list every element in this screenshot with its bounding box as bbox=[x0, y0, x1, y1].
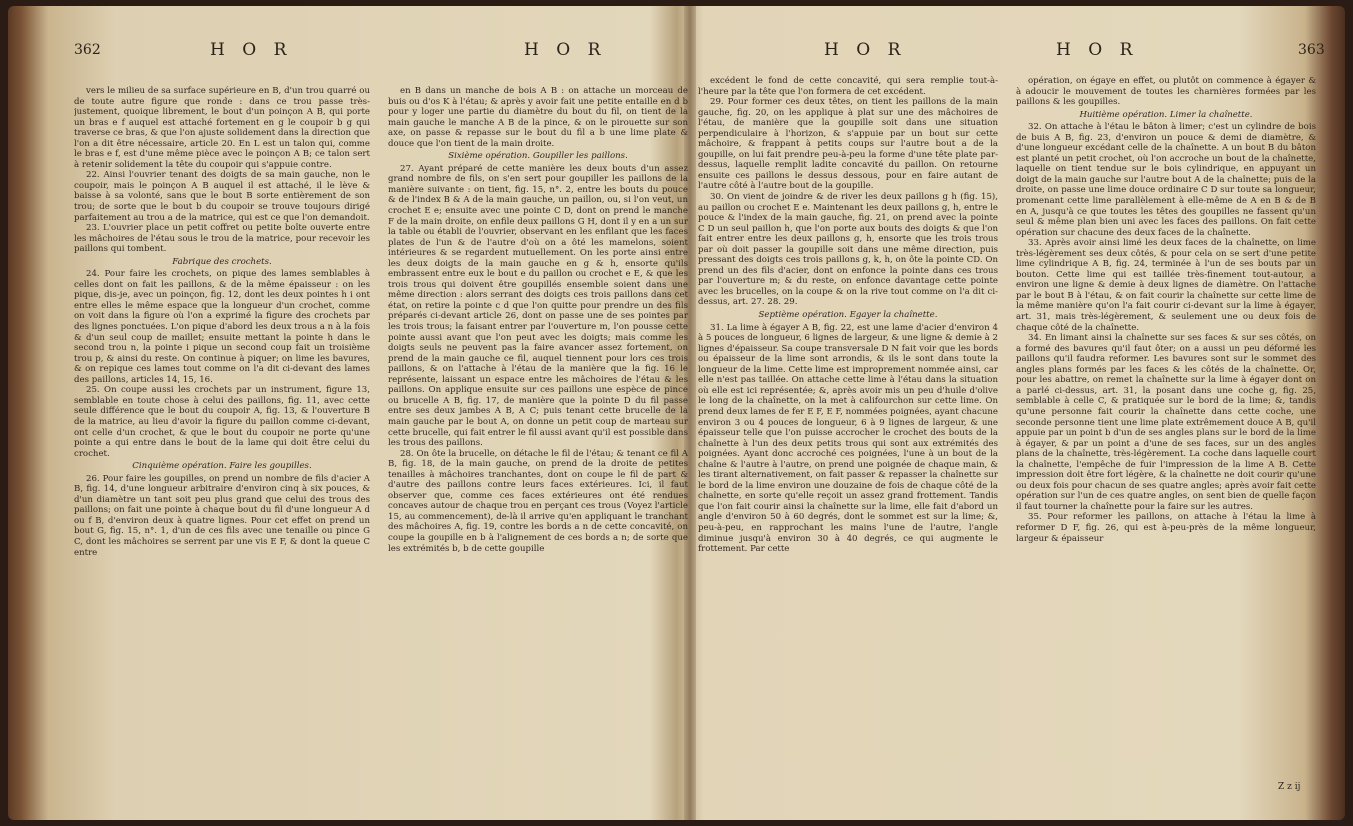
paragraph: 30. On vient de joindre & de river les deux paillons g h (fig. 15), au paillon ou crochet E e. Maintenant les deux paillons g, h, entre le pouce & l'index de la main gauche, fig. 21, on prend avec la pointe C D un seul paillon h, que l'on porte aux bouts des doigts & que l'on fait entrer entre les deux paillons g, h, ensorte que les trois trous par où doit passer la goupille soit dans une même direction, puis pressant des doigts ces trois paillons g, k, h, on ôte la pointe CD. On prend un des fils d'acier, dont on enfonce la pointe dans ces trous par l'ouverture m; & du reste, on enfonce davantage cette pointe avec les brucelles, on la coupe & on la rive tout comme on l'a dit ci-dessus, art. 27. 28. 29. bbox=[698, 192, 998, 308]
paragraph: opération, on égaye en effet, ou plutôt on commence à égayer & à adoucir le mouvement de toutes les charnières formées par les paillons & les goupilles. bbox=[1016, 76, 1316, 108]
paragraph: 25. On coupe aussi les crochets par un instrument, figure 13, semblable en toute chose à celui des paillons, fig. 11, avec cette seule différence que le bout du coupoir A, fig. 13, & l'ouverture B de la matrice, au lieu d'avoir la figure du paillon comme ci-devant, ont celle d'un crochet, & que le bout du coupoir ne porte qu'une pointe a qui entre dans le bout de la lame qui doit être celui du crochet. bbox=[74, 385, 370, 459]
paragraph: 26. Pour faire les goupilles, on prend un nombre de fils d'acier A B, fig. 14, d'une longueur arbitraire d'environ cinq à six pouces, & d'un diamètre un tant soit peu plus grand que celui des trous des paillons; on fait une pointe à chaque bout du fil d'une longueur A d ou f B, d'environ deux à quatre lignes. Pour cet effet on prend un bout G, fig. 15, n°. 1, d'un de ces fils avec une tenaille ou pince G C, dont les mâchoires se serrent par une vis E F, & dont la queue C entre bbox=[74, 473, 370, 558]
left-head-title-1: H O R bbox=[210, 40, 293, 60]
paragraph: 22. Ainsi l'ouvrier tenant des doigts de sa main gauche, non le coupoir, mais le poinçon A B auquel il est attaché, il le lève & baisse à sa volonté, sans que le bout B sorte entièrement de son trou; de sorte que le bout b du coupoir se trouve toujours dirigé parfaitement au trou a de la matrice, qui est ce que l'on demandoit. bbox=[74, 170, 370, 223]
left-page-number: 362 bbox=[74, 42, 101, 58]
paragraph: 33. Après avoir ainsi limé les deux faces de la chaînette, on lime très-légèrement ses deux côtés, & pour cela on se sert d'une petite lime cylindrique A B, fig. 24, terminée à l'un de ses bouts par un bouton. Cette lime qui est taillée très-finement tout-autour, a environ une ligne & demie à deux lignes de diamètre. On l'attache par le bout B à l'étau, & on fait courir la chaînette sur cette lime de la même manière qu'on l'a fait courir ci-devant sur la lime à égayer, art. 31, mais très-légèrement, & seulement une ou deux fois de chaque côté de la chaînette. bbox=[1016, 238, 1316, 333]
right-page-column-2 bbox=[1016, 76, 1316, 806]
paragraph: 35. Pour reformer les paillons, on attache à l'étau la lime à reformer D F, fig. 26, qui est à-peu-près de la même longueur, largeur & épaisseur bbox=[1016, 512, 1316, 544]
right-page-column-1 bbox=[698, 76, 998, 816]
section-heading: Cinquième opération. Faire les goupilles. bbox=[132, 461, 312, 472]
paragraph: 31. La lime à égayer A B, fig. 22, est une lame d'acier d'environ 4 à 5 pouces de longueur, 6 lignes de largeur, & une ligne & demie à 2 lignes d'épaisseur. Sa coupe transversale D N fait voir que les bords ou épaisseur de la lime sont arrondis, & ils le sont dans toute la longueur de la lime. Cette lime est improprement nommée ainsi, car elle n'est pas taillée. On attache cette lime à l'étau dans la situation où elle est ici représentée; &, après avoir mis un peu d'huile d'olive le long de la chaînette, on la met à califourchon sur cette lime. On prend deux lames de fer E F, E F, nommées poignées, ayant chacune environ 3 ou 4 pouces de longueur, 6 à 9 lignes de largeur, & une épaisseur telle que l'on puisse accrocher le crochet des bouts de la chaînette à l'un des deux petits trous qui sont aux extrémités des poignées. Ayant donc accroché ces poignées, l'une à un bout de la chaîne & l'autre à l'autre, on prend une poignée de chaque main, & les tirant alternativement, on fait passer & repasser la chaînette sur le bord de la lime environ une douzaine de fois de chaque côté de la chaînette, en sorte qu'elle reçoit un assez grand frottement. Tandis que l'on fait courir ainsi la chaînette sur la lime, elle fait d'abord un angle d'environ 50 à 60 degrés, dont le sommet est sur la lime; &, peu-à-peu, en rapprochant les mains l'une de l'autre, l'angle diminue jusqu'à environ 30 à 40 degrés, ce qui augmente le frottement. Par cette bbox=[698, 322, 998, 555]
book-spread bbox=[8, 6, 1345, 820]
left-page-column-1 bbox=[74, 86, 370, 826]
right-page-number: 363 bbox=[1298, 42, 1325, 58]
right-head-title-1: H O R bbox=[824, 40, 907, 60]
paragraph: 23. L'ouvrier place un petit coffret ou petite boîte ouverte entre les mâchoires de l'étau sous le trou de la matrice, pour recevoir les paillons qui tombent. bbox=[74, 223, 370, 255]
section-heading: Huitième opération. Limer la chaînette. bbox=[1079, 109, 1253, 120]
paragraph: vers le milieu de sa surface supérieure en B, d'un trou quarré ou de toute autre figure que ronde : dans ce trou passe très-justement, quoique librement, le bout d'un poinçon A B, qui porte un bras e f auquel est attaché fortement en g le coupoir b g qui traverse ce bras, & que l'on ajuste solidement dans la direction que l'on a dit être nécessaire, article 20. En L est un talon qui, comme le bras e f, est d'une même pièce avec le poinçon A B; ce talon sert à retenir solidement la tête du coupoir qui s'appuie contre. bbox=[74, 86, 370, 170]
right-running-head bbox=[698, 40, 1338, 62]
section-heading: Septième opération. Egayer la chaînette. bbox=[758, 310, 938, 321]
section-heading: Sixième opération. Goupiller les paillons. bbox=[448, 151, 628, 162]
paragraph: 24. Pour faire les crochets, on pique des lames semblables à celles dont on fait les paillons, & de la même épaisseur : on les pique, dis-je, avec un poinçon, fig. 12, dont les deux pointes h i ont entre elles le même espace que la longueur d'un crochet, comme on voit dans la figure où l'on a exprimé la figure des crochets par des lignes ponctuées. L'on pique d'abord les deux trous a n à la fois & d'un seul coup de maillet; ensuite mettant la pointe h dans le second trou n, la pointe i pique un second coup fait un troisième trou p, & ainsi du reste. On continue à piquer; on lime les bavures, & on repique ces lames tout comme on l'a dit ci-devant des lames des paillons, articles 14, 15, 16. bbox=[74, 269, 370, 385]
paragraph: 27. Ayant préparé de cette manière les deux bouts d'un assez grand nombre de fils, on s'en sert pour goupiller les paillons de la manière suivante : on tient, fig. 15, n°. 2, entre les bouts du pouce & de l'index B & A de la main gauche, un paillon, ou, si l'on veut, un crochet E e; ensuite avec une pointe C D, dont on prend le manche F de la main droite, on enfile deux paillons G H, dont il y en a un sur la table ou établi de l'ouvrier, observant en les enfilant que les faces plates de l'un & de l'autre d'où on a ôté les mamelons, soient intérieures & se regardent mutuellement. On les porte ainsi entre les deux doigts de la main gauche en g & h, ensorte qu'ils embrassent entre eux le bout e du paillon ou crochet e E, & que les trois trous qui doivent être goupillés ensemble soient dans une même direction : alors serrant des doigts ces trois paillons dans cet état, on retire la pointe c d que l'on quitte pour prendre un des fils préparés ci-devant article 26, dont on passe une de ses pointes par les trois trous; la faisant entrer par l'ouverture m, l'on pousse cette pointe aussi avant que l'on peut avec les doigts; mais comme les doigts seuls ne peuvent pas la faire avancer assez fortement, on prend de la main gauche ce fil, auquel tiennent pour lors ces trois paillons, & on l'attache à l'étau de la manière que la fig. 16 le représente, laissant un espace entre les mâchoires de l'étau & les paillons. On applique ensuite sur ces paillons une espèce de pince ou brucelle A B, fig. 17, de manière que la pointe D du fil passe entre ses deux jambes A B, A C; puis tenant cette brucelle de la main gauche par le bout A, on donne un petit coup de marteau sur cette brucelle, qui fait entrer le fil aussi avant qu'il est possible dans les trous des paillons. bbox=[388, 163, 688, 449]
paragraph: 28. On ôte la brucelle, on détache le fil de l'étau; & tenant ce fil A B, fig. 18, de la main gauche, on prend de la droite de petites tenailles à mâchoires tranchantes, dont on coupe le fil de part & d'autre des paillons contre leurs faces extérieures. Ici, il faut observer que, comme ces faces extérieures ont été rendues concaves autour de chaque trou en perçant ces trous (Voyez l'article 15, au commencement), de-là il arrive qu'en appliquant le tranchant des mâchoires A, fig. 19, contre les bords a n de cette concavité, on coupe la goupille en b à l'alignement de ces bords a n; de sorte que les extrémités b, b de cette goupille bbox=[388, 448, 688, 554]
left-page-column-2 bbox=[388, 86, 688, 826]
left-head-title-2: H O R bbox=[524, 40, 607, 60]
paragraph: en B dans un manche de bois A B : on attache un morceau de buis ou d'os K à l'étau; & après y avoir fait une petite entaille en d b pour y loger une partie du diamètre du bout du fil, on tient de la main gauche le manche A B de la pince, & on le pirouette sur son axe, on passe & repasse sur le bout du fil a b une lime plate & douce que l'on tient de la main droite. bbox=[388, 86, 688, 149]
paragraph: 34. En limant ainsi la chaînette sur ses faces & sur ses côtés, on a formé des bavures qu'il faut ôter; on a aussi un peu déformé les paillons qu'il faudra reformer. Les bavures sont sur le sommet des angles plans formés par les faces & les côtés de la chaînette. Or, pour les abattre, on remet la chaînette sur la lime à égayer dont on a parlé ci-dessus, art. 31, la posant dans une coche g, fig. 25, semblable à celle C, & pratiquée sur le bord de la lime; &, tandis qu'une personne fait courir la chaînette dans cette coche, une seconde personne tient une lime plate extrêmement douce A B, qu'il appuie par un point b d'un de ses angles plans sur le bord de la lime à égayer, & par un point a d'une de ses faces, sur un des angles plans de la chaînette, très-légèrement. La coche dans laquelle court la chaînette, l'empêche de fuir l'impression de la lime A B. Cette impression doit être fort légère, & la chaînette ne doit courir qu'une ou deux fois pour chacun de ses quatre angles; après avoir fait cette opération sur l'un de ces quatre angles, on sent bien de quelle façon il faut tourner la chaînette pour la faire sur les autres. bbox=[1016, 333, 1316, 512]
signature-mark: Z z ij bbox=[1278, 782, 1301, 792]
left-running-head bbox=[74, 40, 690, 62]
paragraph: 32. On attache à l'étau le bâton à limer; c'est un cylindre de bois de buis A B, fig. 23, d'environ un pouce & demi de diamètre, & d'une longueur excédant celle de la chaînette. A un bout B du bâton est planté un petit crochet, où l'on accroche un bout de la chaînette, laquelle on tient tendue sur le bois cylindrique, en appuyant un doigt de la main gauche sur l'autre bout A de la chaînette; puis de la droite, on passe une lime douce ordinaire C D sur toute sa longueur, promenant cette lime parallèlement à elle-même de A en B & de B en A, jusqu'à ce que toutes les têtes des goupilles ne fassent qu'un seul & même plan bien uni avec les faces des paillons. On fait cette opération sur chacune des deux faces de la chaînette. bbox=[1016, 122, 1316, 238]
paragraph: excédent le fond de cette concavité, qui sera remplie tout-à-l'heure par la tête que l'on formera de cet excédent. bbox=[698, 76, 998, 97]
section-heading: Fabrique des crochets. bbox=[172, 256, 272, 267]
paragraph: 29. Pour former ces deux têtes, on tient les paillons de la main gauche, fig. 20, on les applique à plat sur une des mâchoires de l'étau, de manière que la goupille soit dans une situation perpendiculaire à l'horizon, & s'appuie par un bout sur cette mâchoire, & frappant à petits coups sur l'autre bout a de la goupille, on lui fait prendre peu-à-peu la forme d'une tête plate par-dessus, laquelle remplit ladite concavité du paillon. On retourne ensuite ces paillons le dessus dessous, pour en faire autant de l'autre côté à l'autre bout de la goupille. bbox=[698, 97, 998, 192]
right-head-title-2: H O R bbox=[1056, 40, 1139, 60]
